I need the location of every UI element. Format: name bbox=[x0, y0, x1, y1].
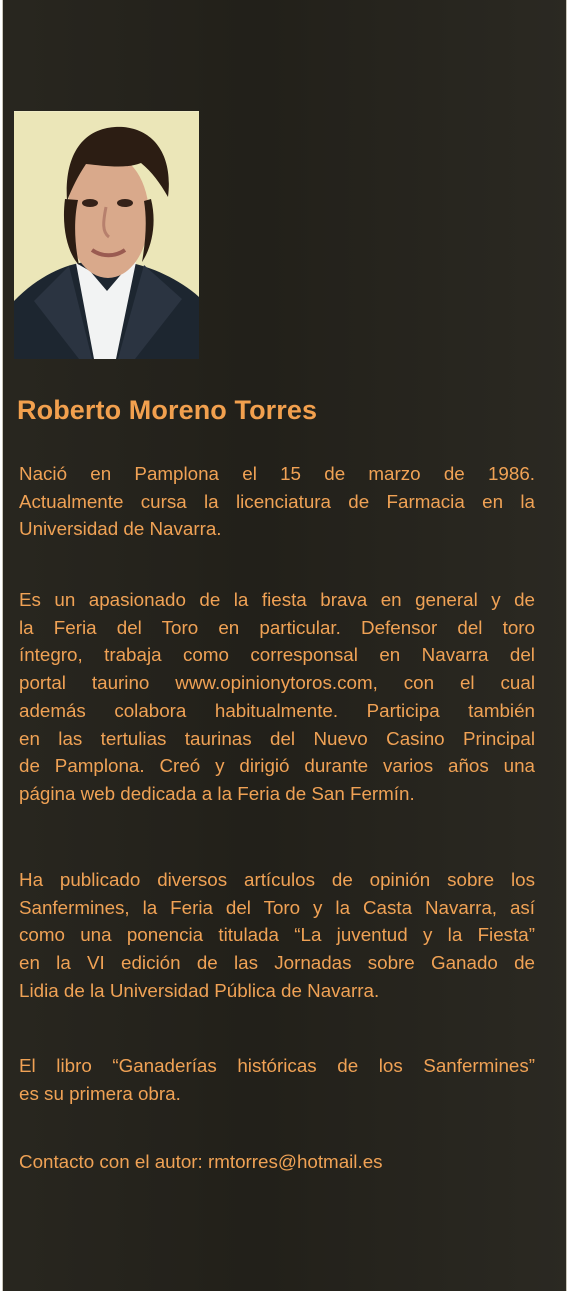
author-photo bbox=[14, 111, 199, 359]
text-line: además colabora habitualmente. Participa también bbox=[19, 699, 535, 721]
biography-paragraph bbox=[19, 866, 535, 1005]
author-name: Roberto Moreno Torres bbox=[17, 395, 318, 425]
biography-paragraph bbox=[19, 1052, 535, 1107]
text-line: página web dedicada a la Feria de San Fermín. bbox=[19, 782, 415, 804]
text-line: en las tertulias taurinas del Nuevo Casino Principal bbox=[19, 727, 535, 749]
text-line: Universidad de Navarra. bbox=[19, 518, 222, 540]
biography-paragraph bbox=[19, 586, 535, 808]
text-line: íntegro, trabaja como corresponsal en Navarra del bbox=[19, 644, 535, 666]
text-line: la Feria del Toro en particular. Defensor del toro bbox=[19, 616, 535, 638]
text-line: de Pamplona. Creó y dirigió durante varios años una bbox=[19, 755, 535, 777]
text-line: Nació en Pamplona el 15 de marzo de 1986. bbox=[19, 463, 535, 484]
text-line: como una ponencia titulada “La juventud y la Fiesta” bbox=[19, 924, 535, 946]
biography-paragraph bbox=[19, 460, 535, 543]
text-line: Ha publicado diversos artículos de opinión sobre los bbox=[19, 869, 535, 890]
back-cover-panel bbox=[2, 0, 567, 1291]
text-line: El libro “Ganaderías históricas de los Sanfermines” bbox=[19, 1055, 535, 1076]
author-contact: Contacto con el autor: rmtorres@hotmail.es bbox=[19, 1151, 383, 1172]
text-line: en la VI edición de las Jornadas sobre Ganado de bbox=[19, 952, 535, 974]
text-line: es su primera obra. bbox=[19, 1082, 181, 1104]
text-line: Es un apasionado de la fiesta brava en general y de bbox=[19, 589, 535, 610]
text-line: Lidia de la Universidad Pública de Navarra. bbox=[19, 979, 380, 1001]
text-line: portal taurino www.opinionytoros.com, con el cual bbox=[19, 672, 535, 694]
text-line: Actualmente cursa la licenciatura de Farmacia en la bbox=[19, 490, 535, 512]
text-line: Sanfermines, la Feria del Toro y la Casta Navarra, así bbox=[19, 896, 535, 918]
